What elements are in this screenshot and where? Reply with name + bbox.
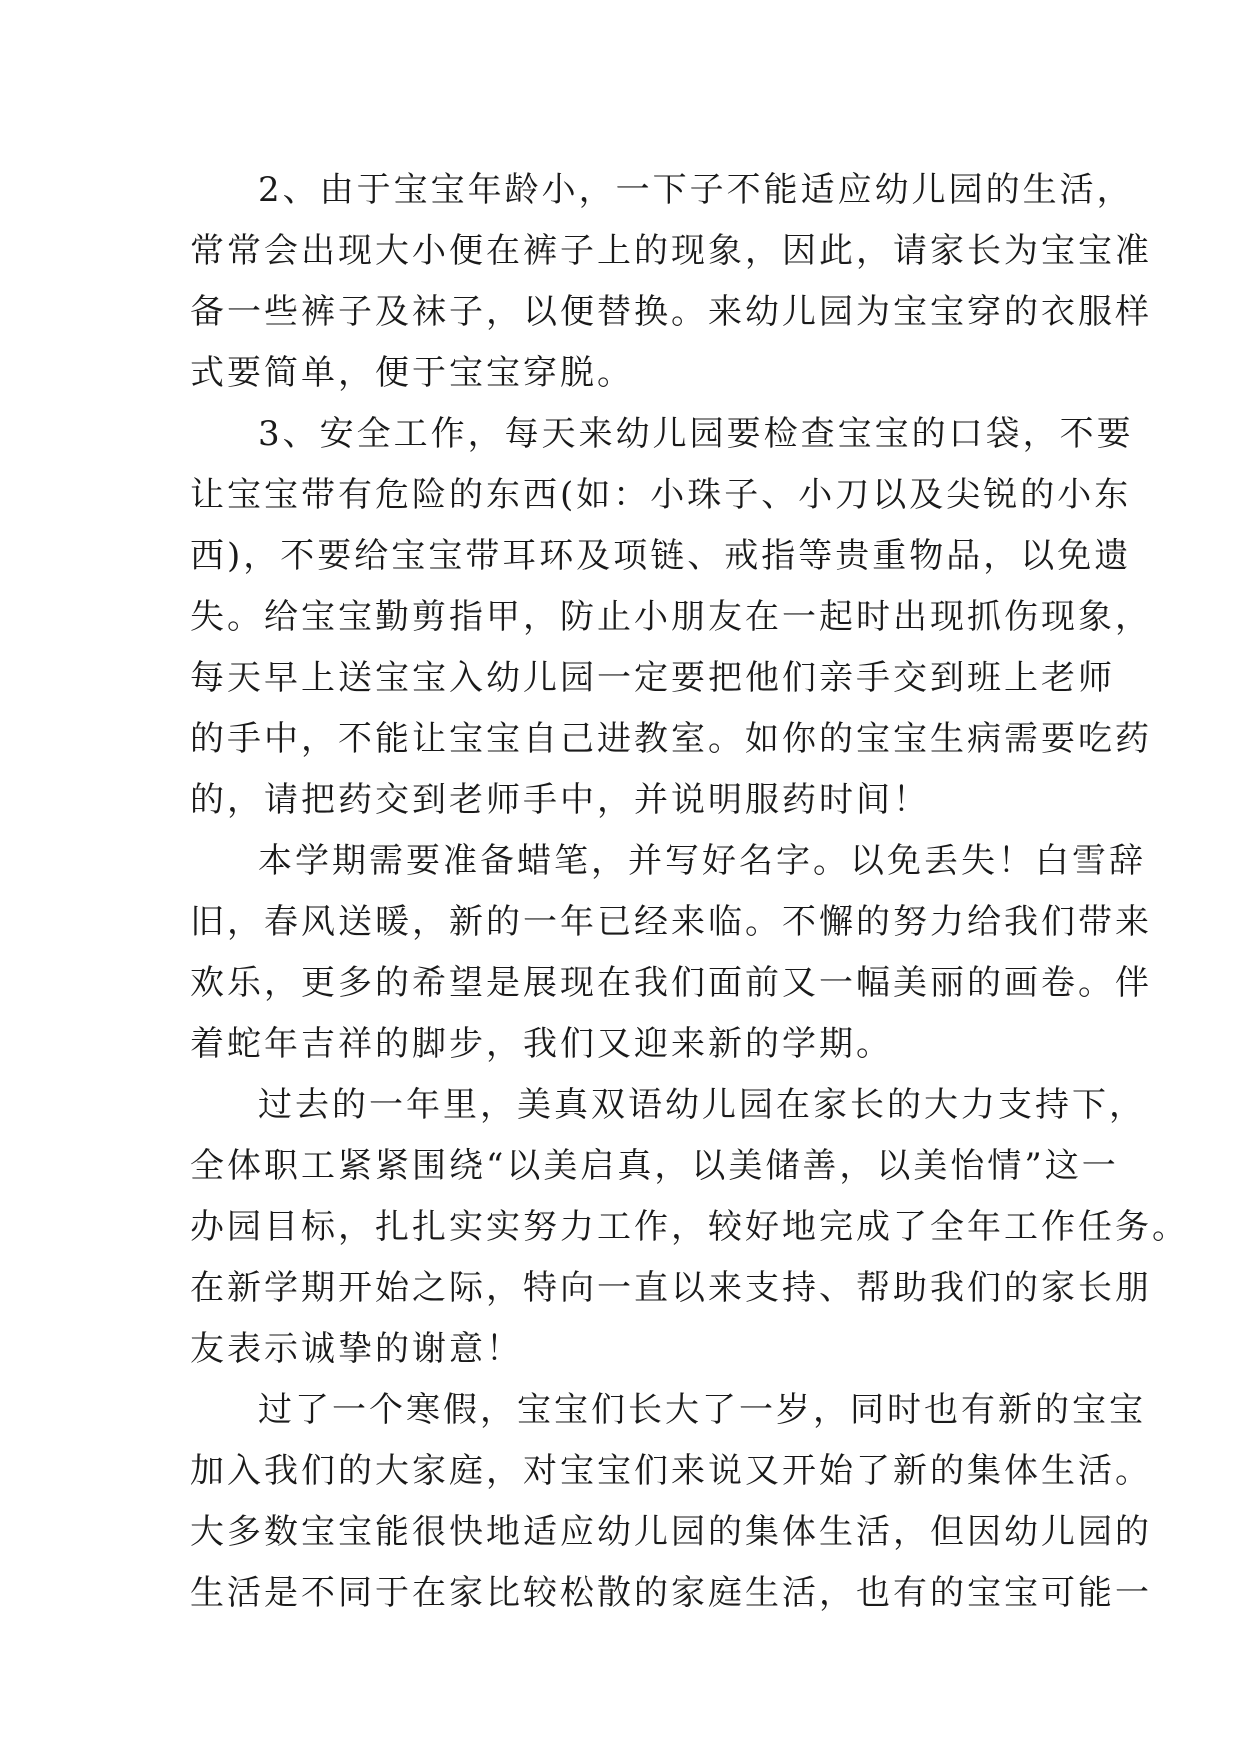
paragraph-line: 旧，春风送暖，新的一年已经来临。不懈的努力给我们带来: [190, 902, 1152, 942]
document-body: [190, 160, 1189, 1624]
paragraph-line: 备一些裤子及袜子，以便替换。来幼儿园为宝宝穿的衣服样: [190, 292, 1152, 332]
paragraph-line: 本学期需要准备蜡笔，并写好名字。以免丢失！白雪辞: [258, 841, 1146, 881]
paragraph-line: 过去的一年里，美真双语幼儿园在家长的大力支持下，: [258, 1085, 1146, 1125]
paragraph-line: 办园目标，扎扎实实努力工作，较好地完成了全年工作任务。: [190, 1207, 1189, 1247]
paragraph-line: 的手中，不能让宝宝自己进教室。如你的宝宝生病需要吃药: [190, 719, 1152, 759]
paragraph-line: 大多数宝宝能很快地适应幼儿园的集体生活，但因幼儿园的: [190, 1512, 1152, 1552]
paragraph-line: 的，请把药交到老师手中，并说明服药时间！: [190, 780, 930, 820]
paragraph-line: 失。给宝宝勤剪指甲，防止小朋友在一起时出现抓伤现象，: [190, 597, 1152, 637]
paragraph-line: 着蛇年吉祥的脚步，我们又迎来新的学期。: [190, 1024, 893, 1064]
paragraph-line: 式要简单，便于宝宝穿脱。: [190, 353, 634, 393]
paragraph-line: 加入我们的大家庭，对宝宝们来说又开始了新的集体生活。: [190, 1451, 1152, 1491]
paragraph-line: 全体职工紧紧围绕“以美启真，以美储善，以美怡情”这一: [190, 1146, 1119, 1186]
paragraph-line: 友表示诚挚的谢意！: [190, 1329, 523, 1369]
paragraph-line: 在新学期开始之际，特向一直以来支持、帮助我们的家长朋: [190, 1268, 1152, 1308]
paragraph-line: 欢乐，更多的希望是展现在我们面前又一幅美丽的画卷。伴: [190, 963, 1152, 1003]
paragraph-line: 2、由于宝宝年龄小，一下子不能适应幼儿园的生活，: [258, 170, 1134, 210]
paragraph-line: 过了一个寒假，宝宝们长大了一岁，同时也有新的宝宝: [258, 1390, 1146, 1430]
paragraph-line: 常常会出现大小便在裤子上的现象，因此，请家长为宝宝准: [190, 231, 1152, 271]
paragraph-line: 生活是不同于在家比较松散的家庭生活，也有的宝宝可能一: [190, 1573, 1152, 1613]
paragraph-line: 西)，不要给宝宝带耳环及项链、戒指等贵重物品，以免遗: [190, 536, 1132, 576]
paragraph-line: 每天早上送宝宝入幼儿园一定要把他们亲手交到班上老师: [190, 658, 1115, 698]
paragraph-line: 让宝宝带有危险的东西(如：小珠子、小刀以及尖锐的小东: [190, 475, 1132, 515]
paragraph-line: 3、安全工作，每天来幼儿园要检查宝宝的口袋，不要: [258, 414, 1134, 454]
